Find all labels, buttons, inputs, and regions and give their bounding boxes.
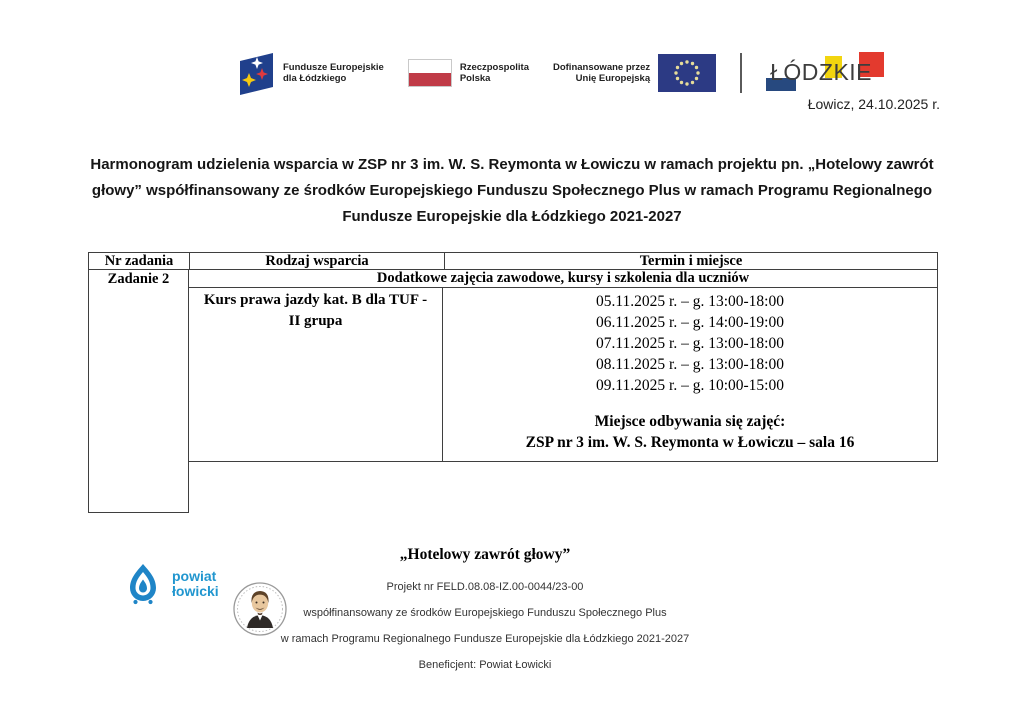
- poland-flag-icon: [408, 59, 452, 87]
- schedule-line: 06.11.2025 r. – g. 14:00-19:00: [595, 314, 784, 331]
- place-value: ZSP nr 3 im. W. S. Reymonta w Łowiczu – sala 16: [525, 434, 855, 451]
- schedule-table: [88, 252, 938, 513]
- logo-divider: [740, 53, 742, 93]
- eu-flag-icon: [658, 54, 716, 92]
- schedule-line: 09.11.2025 r. – g. 10:00-15:00: [595, 377, 784, 394]
- schedule-line: 05.11.2025 r. – g. 13:00-18:00: [595, 293, 784, 310]
- table-body: [88, 270, 938, 513]
- eu-logo-caption: Dofinansowane przez Unię Europejską: [552, 61, 651, 84]
- portrait-seal-icon: [233, 582, 287, 636]
- lodzkie-logo: [766, 51, 882, 95]
- schedule-line: 07.11.2025 r. – g. 13:00-18:00: [595, 335, 784, 352]
- header-cell-support-type: Rodzaj wsparcia: [189, 252, 444, 270]
- schedule-line: 08.11.2025 r. – g. 13:00-18:00: [595, 356, 784, 373]
- task-number-cell: Zadanie 2: [88, 270, 189, 513]
- eu-funding-logo: [553, 54, 716, 92]
- reymont-portrait-emblem: [233, 582, 287, 641]
- rzeczpospolita-polska-logo: [408, 59, 529, 87]
- schedule-list: [443, 291, 937, 396]
- support-type-cell: Kurs prawa jazdy kat. B dla TUF - II grupa: [189, 288, 443, 462]
- powiat-logo-caption: powiat łowicki: [172, 568, 219, 599]
- category-cell: Dodatkowe zajęcia zawodowe, kursy i szkolenia dla uczniów: [189, 270, 938, 288]
- footer-line: współfinansowany ze środków Europejskiego Funduszu Społecznego Plus: [303, 607, 667, 619]
- header-logo-strip: [238, 46, 882, 100]
- date-place-cell: [443, 288, 938, 462]
- powiat-lowicki-logo: [124, 563, 219, 605]
- footer-line: Beneficjent: Powiat Łowicki: [418, 659, 552, 671]
- fe-logo-caption: Fundusze Europejskie dla Łódzkiego: [283, 61, 384, 84]
- header-cell-task-no: Nr zadania: [88, 252, 189, 270]
- place-label: Miejsce odbywania się zajęć:: [594, 413, 786, 430]
- poland-logo-caption: Rzeczpospolita Polska: [459, 61, 529, 84]
- powiat-flame-icon: [124, 563, 162, 605]
- header-cell-date-place: Termin i miejsce: [444, 252, 938, 270]
- table-header-row: [88, 252, 938, 270]
- project-title: „Hotelowy zawrót głowy”: [399, 546, 571, 563]
- fe-flag-icon: [238, 51, 275, 96]
- document-title: Harmonogram udzielenia wsparcia w ZSP nr 3 im. W. S. Reymonta w Łowiczu w ramach projektu pn. „Hotelowy zawrót głowy” współfinansowany ze środków Europejskiego Funduszu Społecznego Plus w ramach Programu Regionalnego Fundusze Europejskie dla Łódzkiego 2021-2027: [90, 156, 934, 225]
- lodzkie-wordmark: ŁÓDZKIE: [770, 59, 873, 85]
- footer-line: Projekt nr FELD.08.08-IZ.00-0044/23-00: [386, 581, 584, 593]
- footer-line: w ramach Programu Regionalnego Fundusze Europejskie dla Łódzkiego 2021-2027: [280, 633, 690, 645]
- document-dateline: Łowicz, 24.10.2025 r.: [807, 96, 940, 112]
- fundusze-europejskie-logo: [238, 51, 384, 96]
